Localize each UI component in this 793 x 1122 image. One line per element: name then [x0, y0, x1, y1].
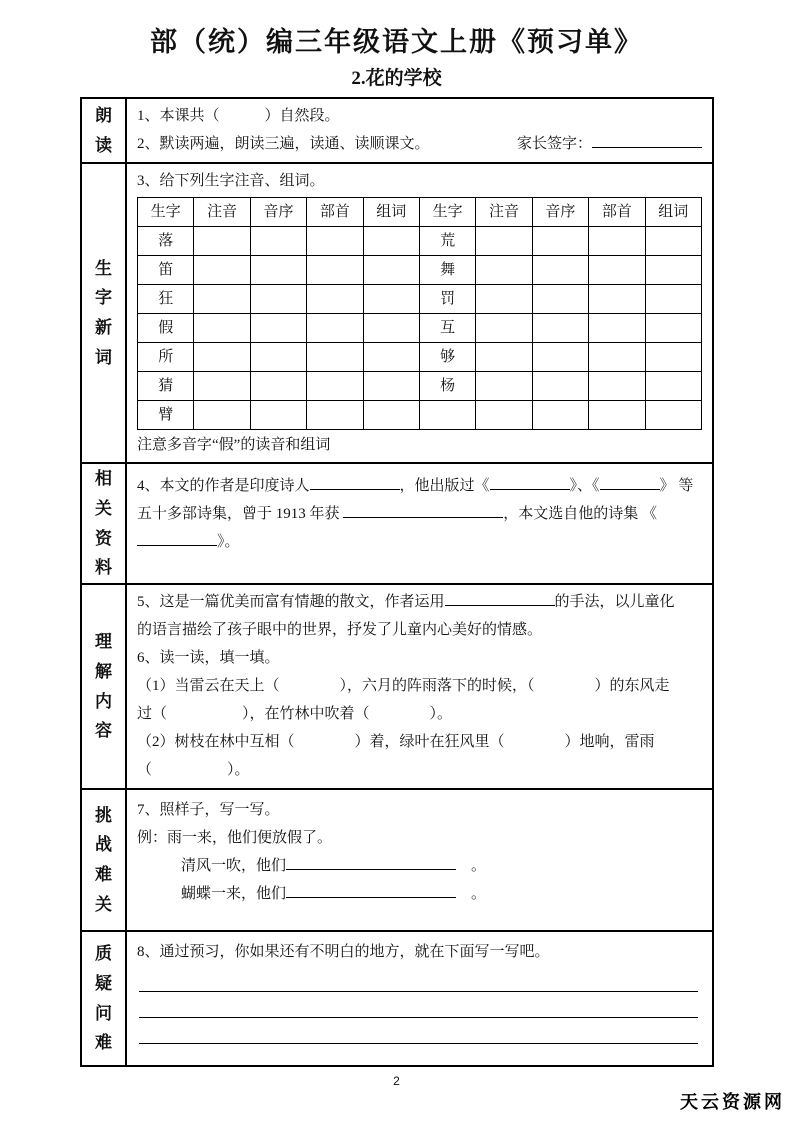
empty-cell: [645, 401, 701, 430]
char-cell: 臂: [138, 401, 194, 430]
char-cell: 落: [138, 227, 194, 256]
book2-blank: [600, 474, 660, 490]
questions-item-8: 8、通过预习，你如果还有不明白的地方，就在下面写一写吧。: [137, 944, 550, 960]
character-row: [138, 256, 702, 285]
empty-cell: [250, 401, 306, 430]
author-blank: [310, 474, 400, 490]
worksheet-table: [80, 97, 714, 1067]
section-label-reading: [82, 99, 127, 162]
empty-cell: [307, 314, 363, 343]
empty-cell: [250, 256, 306, 285]
fill-question-2-line1: （2）树枝在林中互相（ ）着，绿叶在狂风里（ ）地响，雷雨: [137, 734, 655, 750]
text-segment: 清风一吹，他们: [181, 858, 287, 874]
col-header: 组词: [645, 198, 701, 227]
fill-question-1-line1: （1）当雷云在天上（ ），六月的阵雨落下的时候，（ ）的东风走: [137, 678, 670, 694]
empty-cell: [645, 256, 701, 285]
text-segment: 》: [659, 478, 675, 494]
section-label-text: 质疑问难: [95, 944, 112, 1053]
empty-cell: [532, 227, 588, 256]
col-header: 音序: [250, 198, 306, 227]
polyphone-note: 注意多音字“假”的读音和组词: [137, 437, 331, 453]
empty-cell: [363, 401, 419, 430]
text-segment: 5、这是一篇优美而富有情趣的散文，作者运用: [137, 594, 445, 610]
character-row: [138, 343, 702, 372]
char-cell: 荒: [419, 227, 475, 256]
section-label-text: 朗读: [95, 105, 112, 155]
empty-cell: [589, 343, 645, 372]
empty-cell: [532, 372, 588, 401]
empty-cell: [645, 314, 701, 343]
empty-cell: [589, 401, 645, 430]
section-label-text: 挑战难关: [95, 805, 112, 914]
char-cell: 笛: [138, 256, 194, 285]
empty-cell: [363, 343, 419, 372]
empty-cell: [363, 314, 419, 343]
section-label-challenge: [82, 790, 127, 930]
empty-cell: [532, 314, 588, 343]
section-label-text: 理解内容: [95, 632, 112, 741]
char-cell: 互: [419, 314, 475, 343]
empty-cell: [589, 227, 645, 256]
empty-cell: [194, 227, 250, 256]
empty-cell: [532, 285, 588, 314]
fill-1-blank: [286, 854, 456, 870]
empty-cell: [307, 401, 363, 430]
col-header: 注音: [476, 198, 532, 227]
section-new-words: [82, 164, 712, 464]
fill-2-blank: [286, 882, 456, 898]
text-segment: ，本文选自他的诗集: [503, 506, 639, 522]
empty-cell: [363, 285, 419, 314]
section-reading-content: [127, 99, 712, 162]
character-row: [138, 285, 702, 314]
collection-blank: [137, 530, 217, 546]
page-title: 部（统）编三年级语文上册《预习单》: [150, 27, 643, 57]
empty-cell: [645, 372, 701, 401]
empty-cell: [476, 401, 532, 430]
comprehension-item-5: [137, 588, 702, 616]
section-new-words-content: [127, 164, 712, 462]
empty-cell: [363, 256, 419, 285]
empty-cell: [476, 343, 532, 372]
empty-cell: [476, 314, 532, 343]
watermark-text: 天云资源网: [680, 1092, 785, 1113]
empty-cell: [250, 314, 306, 343]
empty-cell: [589, 372, 645, 401]
empty-cell: [250, 285, 306, 314]
empty-cell: [476, 372, 532, 401]
char-cell: 所: [138, 343, 194, 372]
empty-cell: [307, 227, 363, 256]
char-cell: 罚: [419, 285, 475, 314]
challenge-fill-2: [137, 880, 702, 908]
section-label-text: 相关资料: [95, 469, 112, 578]
col-header: 部首: [307, 198, 363, 227]
section-challenge: [82, 790, 712, 932]
challenge-item-7: 7、照样子，写一写。: [137, 802, 280, 818]
section-questions-content: [127, 932, 712, 1065]
empty-cell: [307, 372, 363, 401]
empty-cell: [532, 401, 588, 430]
text-segment: 的手法，以儿童化: [554, 594, 675, 610]
char-cell: 杨: [419, 372, 475, 401]
empty-cell: [532, 256, 588, 285]
char-cell: 舞: [419, 256, 475, 285]
fill-question-1-line2: 过（ ），在竹林中吹着（ ）。: [137, 706, 453, 722]
empty-cell: [194, 314, 250, 343]
reading-item-2: 2、默读两遍，朗读三遍，读通、读顺课文。: [137, 136, 430, 152]
section-label-related-info: [82, 464, 127, 583]
empty-cell: [194, 256, 250, 285]
empty-cell: [589, 285, 645, 314]
char-cell: [419, 401, 475, 430]
col-header: 注音: [194, 198, 250, 227]
character-row: [138, 401, 702, 430]
empty-cell: [532, 343, 588, 372]
text-segment: 4、本文的作者是印度诗人: [137, 478, 310, 494]
section-related-info-content: [127, 464, 712, 583]
text-segment: 等五十多部诗集，曾于 1913 年获: [137, 478, 694, 522]
section-label-comprehension: [82, 585, 127, 788]
text-segment: 《: [642, 506, 658, 522]
related-info-item-4: [137, 472, 702, 556]
challenge-fill-1: [137, 852, 702, 880]
empty-cell: [194, 343, 250, 372]
section-challenge-content: [127, 790, 712, 930]
empty-cell: [250, 372, 306, 401]
empty-cell: [194, 401, 250, 430]
empty-cell: [645, 343, 701, 372]
col-header: 生字: [419, 198, 475, 227]
comprehension-item-6: 6、读一读，填一填。: [137, 650, 280, 666]
character-table-header: [138, 198, 702, 227]
char-cell: 猜: [138, 372, 194, 401]
new-words-item-3: 3、给下列生字注音、组词。: [137, 173, 325, 189]
empty-cell: [589, 256, 645, 285]
text-segment: 》、《: [569, 478, 600, 494]
lesson-subtitle: 2.花的学校: [351, 68, 442, 89]
prize-blank: [343, 502, 503, 518]
reading-item-1: 1、本课共（ ）自然段。: [137, 108, 340, 124]
empty-cell: [645, 285, 701, 314]
section-label-questions: [82, 932, 127, 1065]
fill-question-2-line2: （ ）。: [137, 762, 250, 778]
char-cell: 够: [419, 343, 475, 372]
empty-cell: [194, 285, 250, 314]
empty-cell: [645, 227, 701, 256]
section-label-new-words: [82, 164, 127, 462]
text-segment: 》。: [217, 534, 240, 550]
section-related-info: [82, 464, 712, 585]
col-header: 部首: [589, 198, 645, 227]
col-header: 组词: [363, 198, 419, 227]
section-questions: [82, 932, 712, 1065]
text-segment: 。: [471, 858, 487, 874]
text-segment: 蝴蝶一来，他们: [181, 886, 287, 902]
empty-cell: [307, 343, 363, 372]
empty-cell: [476, 227, 532, 256]
page-number: 2: [393, 1074, 400, 1088]
empty-cell: [307, 285, 363, 314]
section-comprehension-content: [127, 585, 712, 788]
char-cell: 假: [138, 314, 194, 343]
parent-signature-label: 家长签字：: [516, 136, 592, 152]
empty-cell: [194, 372, 250, 401]
parent-signature: [517, 130, 702, 158]
character-row: [138, 372, 702, 401]
empty-cell: [476, 285, 532, 314]
section-comprehension: [82, 585, 712, 790]
col-header: 生字: [138, 198, 194, 227]
character-row: [138, 227, 702, 256]
parent-signature-blank: [592, 132, 702, 148]
writing-line-2: [139, 992, 698, 1018]
section-label-text: 生字新词: [95, 258, 112, 367]
book1-blank: [490, 474, 570, 490]
text-segment: ，他出版过《: [399, 478, 490, 494]
section-reading: [82, 99, 712, 164]
character-row: [138, 314, 702, 343]
empty-cell: [363, 227, 419, 256]
empty-cell: [250, 227, 306, 256]
reading-item-2-row: [137, 130, 702, 158]
writing-line-3: [139, 1018, 698, 1044]
empty-cell: [363, 372, 419, 401]
col-header: 音序: [532, 198, 588, 227]
empty-cell: [307, 256, 363, 285]
empty-cell: [589, 314, 645, 343]
technique-blank: [445, 590, 555, 606]
text-segment: 。: [471, 886, 487, 902]
character-table: [137, 197, 702, 430]
char-cell: 狂: [138, 285, 194, 314]
comprehension-item-5-line2: 的语言描绘了孩子眼中的世界，抒发了儿童内心美好的情感。: [137, 622, 543, 638]
writing-line-1: [139, 966, 698, 992]
challenge-example: 例：雨一来，他们便放假了。: [137, 830, 333, 846]
empty-cell: [250, 343, 306, 372]
empty-cell: [476, 256, 532, 285]
